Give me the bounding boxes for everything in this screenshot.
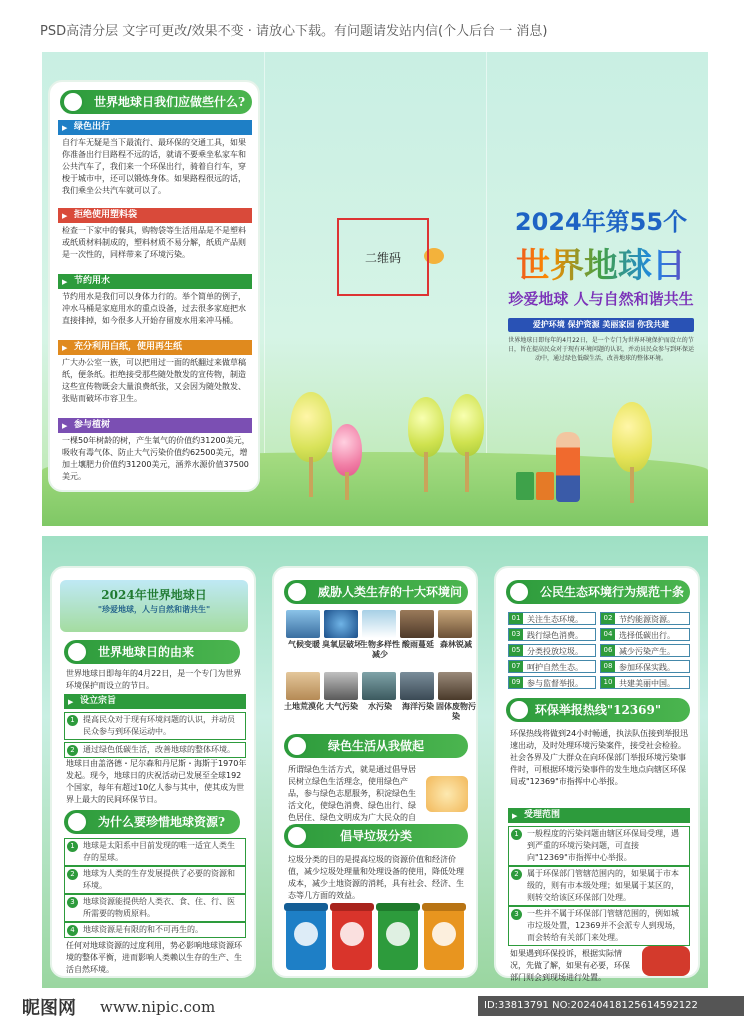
climate-photo (286, 610, 320, 638)
green-life-header (284, 734, 468, 758)
section-plant-trees: ▶ 参与植树 (58, 418, 252, 433)
green-life-title: 绿色生活从我做起 (327, 739, 424, 753)
issues-title: 威胁人类生存的十大环境问 (318, 585, 463, 599)
section-save-water: ▶ 节约用水 (58, 274, 252, 289)
rule-item (600, 628, 690, 641)
bullet-2: 2 (67, 869, 78, 880)
rule-number: 03 (509, 629, 523, 640)
tree-illustration (612, 402, 652, 472)
issue-label: 生物多样性减少 (360, 640, 400, 659)
rule-text: 呵护自然生态。 (527, 663, 583, 672)
tips-card (48, 80, 260, 492)
earth-mascot-icon (62, 91, 84, 113)
bullet-2: 2 (511, 869, 522, 880)
purpose-item (64, 742, 246, 758)
reason-text: 地球资源能提供给人类衣、食、住、行、医所需要的物质原料。 (83, 897, 235, 918)
earth-mascot-icon (508, 699, 530, 721)
section-recycle-paper: ▶ 充分利用白纸，使用再生纸 (58, 340, 252, 355)
ocean-pollution-photo (400, 672, 434, 700)
rule-item (600, 612, 690, 625)
issue-label: 水污染 (368, 702, 392, 711)
issue-label: 森林锐减 (440, 640, 472, 649)
origin-text: 世界地球日即每年的4月22日，是一个专门为世界环境保护而设立的节日。 (66, 669, 242, 690)
no-plastic-text: 检查一下家中的餐具，购物袋等生活用品是不是塑料或纸质材料制成的，塑料材质不易分解，纸质产品则是一次性的，同样带来了环境污染。 (62, 226, 246, 259)
plant-trees-text: 一棵50年树龄的树，产生氧气的价值约31200美元，吸收有毒气体、防止大气污染价值约62500美元，增加土壤肥力价值约31200美元，涵养水源价值37500美元。 (62, 436, 250, 481)
reason-text: 地球为人类的生存发展提供了必要的资源和环境。 (83, 869, 235, 890)
purpose-text: 通过绿色低碳生活，改善地球的整体环境。 (83, 745, 235, 754)
telephone-icon (642, 946, 690, 976)
issues-header (284, 580, 468, 604)
banner-title: 2024年世界地球日 (101, 588, 207, 602)
earth-mascot-icon (66, 811, 88, 833)
reason-item (64, 894, 246, 922)
tips-header (60, 90, 252, 114)
earth-day-origin-card (50, 566, 256, 978)
bullet-1: 1 (67, 841, 78, 852)
rule-item (600, 676, 690, 689)
child-illustration (556, 432, 580, 502)
rule-text: 选择低碳出行。 (619, 631, 675, 640)
hotline-title: 环保举报热线"12369" (534, 703, 662, 717)
bullet-3: 3 (67, 897, 78, 908)
earth-mascot-icon (286, 581, 308, 603)
issue-label: 酸雨蔓延 (402, 640, 434, 649)
purpose-subheader: ▶ 设立宗旨 (64, 694, 246, 709)
conduct-card (494, 566, 700, 982)
rule-text: 关注生态环境。 (527, 615, 583, 624)
rule-item (508, 628, 596, 641)
tree-trunk (345, 472, 349, 500)
tree-illustration (450, 394, 484, 456)
complaint-text: 如果遇到环保投诉，根据实际情况，先做了解，如果有必要，环保部门则会到现场进行处置。 (510, 949, 630, 982)
bullet-3: 3 (511, 909, 522, 920)
green-life-text: 所谓绿色生活方式，就是通过倡导居民树立绿色生活理念，使用绿色产品，参与绿色志愿服务，积淀绿色生活文化，使绿色消费、绿色出行、绿色居住、绿色文明成为广大民众的自 (288, 765, 416, 822)
rule-text: 参与监督举报。 (527, 679, 583, 688)
why-title: 为什么要珍惜地球资源? (98, 815, 226, 829)
cover-year: 2024年第55个 (514, 208, 688, 236)
tree-trunk (630, 467, 634, 503)
watermark-bar (0, 988, 751, 1024)
reason-item (64, 838, 246, 866)
issue-label: 土地荒漠化 (284, 702, 324, 711)
scope-item (508, 906, 690, 946)
qr-code: 二维码 (337, 218, 429, 296)
origin-title: 世界地球日的由来 (98, 645, 195, 659)
section-green-travel: ▶ 绿色出行 (58, 120, 252, 135)
earth-mascot-icon (286, 735, 308, 757)
reason-text: 地球资源是有限的和不可再生的。 (83, 925, 203, 934)
hotline-header (506, 698, 690, 722)
origin-header (64, 640, 240, 664)
cover-main-title: 世界地球日 (496, 238, 706, 287)
rule-number: 01 (509, 613, 523, 624)
biodiversity-photo (362, 610, 396, 638)
green-travel-text: 自行车无疑是当下最流行、最环保的交通工具，如果你准备出行目路程不远的话，就请不要乘坐私家车和公共汽车了，我们来一个环保出行，骑着自行车，穿梭于城市中，还可以锻炼身体。如果路程很远的话，我们乘坐公共汽车就可以了。 (62, 138, 246, 195)
purpose-item (64, 712, 246, 740)
acid-rain-photo (400, 610, 434, 638)
issue-label: 固体废物污染 (436, 702, 476, 721)
issue-label: 海洋污染 (402, 702, 434, 711)
rule-number: 07 (509, 661, 523, 672)
tree-trunk (465, 452, 469, 492)
rule-item (600, 660, 690, 673)
recycle-bag-icon (426, 776, 468, 812)
cover-banner: 爱护环境 保护资源 美丽家园 你我共建 (508, 318, 694, 332)
scope-text: 一般程度的污染问题由辖区环保局受理，遇到严重的环境污染问题，可直接向"12369"市指挥中心举报。 (527, 829, 679, 862)
bullet-1: 1 (67, 715, 78, 726)
rule-number: 08 (601, 661, 615, 672)
cover-slogan: 珍爱地球 人与自然和谐共生 (508, 290, 694, 308)
nipic-logo: 昵图网 (22, 998, 76, 1019)
rule-item (508, 660, 596, 673)
scope-item (508, 826, 690, 866)
scope-text: 一些并不属于环保部门管辖范围的，例如城市垃圾处置，12369并不会派专人到现场，而会转给有关部门来处理。 (527, 909, 681, 942)
save-water-text: 节约用水是我们可以身体力行的。举个简单的例子，冲水马桶是家庭用水的重点设备，过去很多家庭把水直接排掉，如今很多人开始存留废水用来冲马桶。 (62, 292, 246, 325)
orange-bin-icon (536, 472, 554, 500)
scope-item (508, 866, 690, 906)
rule-number: 10 (601, 677, 615, 688)
desertification-photo (286, 672, 320, 700)
rule-number: 06 (601, 645, 615, 656)
conduct-header (506, 580, 690, 604)
water-pollution-photo (362, 672, 396, 700)
tree-illustration (332, 424, 362, 476)
reason-text: 地球是太阳系中目前发现的唯一适宜人类生存的星球。 (83, 841, 235, 862)
sorting-text: 垃圾分类的目的是提高垃圾的资源价值和经济价值，减少垃圾处理量和处理设备的使用，降低处理成本，减少土地资源的消耗，具有社会、经济、生态等几方面的效益。 (288, 855, 464, 900)
rule-text: 节约能源资源。 (619, 615, 675, 624)
rule-number: 04 (601, 629, 615, 640)
issue-label: 气候变暖 (288, 640, 320, 649)
issue-label: 臭氧层破坏 (322, 640, 362, 649)
tree-illustration (290, 392, 332, 462)
issue-label: 大气污染 (326, 702, 358, 711)
rule-item (508, 644, 596, 657)
reason-item (64, 922, 246, 938)
nipic-url: www.nipic.com (100, 998, 216, 1016)
rule-text: 共建美丽中国。 (619, 679, 675, 688)
tree-trunk (424, 452, 428, 492)
reason-item (64, 866, 246, 894)
rule-number: 02 (601, 613, 615, 624)
green-bin-icon (516, 472, 534, 500)
scope-subheader: ▶ 受理范围 (508, 808, 690, 823)
solid-waste-photo (438, 672, 472, 700)
section-no-plastic: ▶ 拒绝使用塑料袋 (58, 208, 252, 223)
rule-text: 减少污染产生。 (619, 647, 675, 656)
tree-trunk (309, 457, 313, 497)
why-header (64, 810, 240, 834)
image-id: ID:33813791 NO:20240418125614592122 (478, 996, 744, 1016)
kitchen-bin-icon (378, 908, 418, 970)
recyclable-bin-icon (286, 908, 326, 970)
brochure-back (42, 536, 708, 988)
sorting-header (284, 824, 468, 848)
other-bin-icon (424, 908, 464, 970)
rule-number: 05 (509, 645, 523, 656)
cover-description: 世界地球日即每年的4月22日，是一个专门为世界环境保护而设立的节日，旨在提高民众对于现有环境问题的认识，并动员民众参与到环保运动中，通过绿色低碳生活，改善地球的整体环境。 (508, 337, 695, 362)
ozone-photo (324, 610, 358, 638)
rule-item (508, 676, 596, 689)
rule-item (508, 612, 596, 625)
hotline-text: 环保热线将做到24小时畅通，执法队伍接到举报迅速出动，及时处理环境污染案件，接受社会检验。社会各界及广大群众在向环保部门举报环境污染事件时，可根据环境污染事件的发生地点向辖区环保局或"12369"市指挥中心举报。 (510, 729, 689, 786)
rule-item (600, 644, 690, 657)
sorting-title: 倡导垃圾分类 (339, 829, 412, 843)
purpose-text: 提高民众对于现有环境问题的认识，并动员民众参与到环保运动中。 (83, 715, 235, 736)
scope-text: 属于环保部门管辖范围内的，如果属于市本级的，则有市本级处理；如果属于某区的，则转交给该区环保部门处理。 (527, 869, 679, 902)
banner-subtitle: "珍爱地球，人与自然和谐共生" (97, 605, 211, 614)
deforestation-photo (438, 610, 472, 638)
environment-issues-card (272, 566, 478, 978)
rule-number: 09 (509, 677, 523, 688)
rule-text: 分类投放垃圾。 (527, 647, 583, 656)
download-notice: PSD高清分层 文字可更改/效果不变 · 请放心下载。有问题请发站内信(个人后台 一 消息) (0, 0, 751, 50)
air-pollution-photo (324, 672, 358, 700)
bullet-4: 4 (67, 925, 78, 936)
bullet-2: 2 (67, 745, 78, 756)
conclusion-text: 任何对地球资源的过度利用，势必影响地球资源环境的整体平衡，进而影响人类赖以生存的生产、生活自然环境。 (66, 941, 242, 974)
conduct-title: 公民生态环境行为规范十条 (540, 585, 685, 599)
earth-mascot-icon (286, 825, 308, 847)
bullet-1: 1 (511, 829, 522, 840)
rule-text: 参加环保实践。 (619, 663, 675, 672)
tree-illustration (408, 397, 444, 457)
rule-text: 践行绿色消费。 (527, 631, 583, 640)
earth-mascot-icon (508, 581, 530, 603)
tips-title: 世界地球日我们应做些什么? (94, 95, 246, 109)
earth-mascot-icon (66, 641, 88, 663)
history-text: 地球日由盖洛德・尼尔森和丹尼斯・海斯于1970年发起。现今，地球日的庆祝活动已发展至全球192个国家，每年有超过10亿人参与其中，使其成为世界上最大的民间环保节日。 (66, 759, 247, 804)
recycle-paper-text: 广大办公室一族，可以把用过一面的纸翻过来做草稿纸，便条纸。拒绝接受那些随处散发的宣传物，制造这些宣传物既会大量浪费纸张，又会因为随处散发、张贴而破坏市容卫生。 (62, 358, 246, 403)
hazardous-bin-icon (332, 908, 372, 970)
